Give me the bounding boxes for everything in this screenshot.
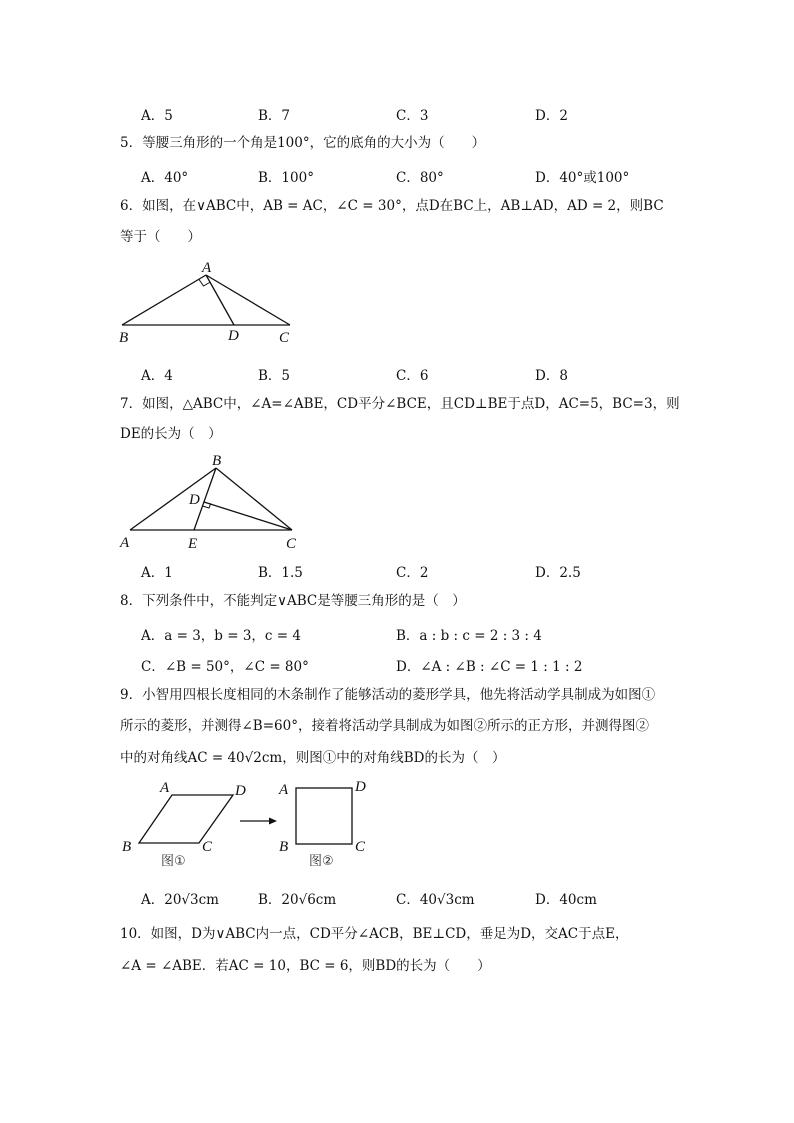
q7-label-d: D [189, 492, 200, 508]
q9-fig2-label-c: C [355, 839, 366, 855]
q6-label-a: A [202, 260, 212, 276]
q7-text-line2: DE的长为（ ） [120, 426, 222, 442]
q8-option-a[interactable]: A．a = 3，b = 3，c = 4 [141, 628, 301, 644]
q7-label-b: B [212, 453, 222, 469]
q9-fig1-label-d: D [235, 783, 246, 799]
q6-label-c: C [279, 330, 290, 346]
q5-option-b[interactable]: B．100° [258, 170, 314, 186]
q5-text: 5．等腰三角形的一个角是100°，它的底角的大小为（ ） [120, 135, 486, 151]
q5-option-d[interactable]: D．40°或100° [535, 170, 630, 186]
q7-option-b[interactable]: B．1.5 [258, 565, 303, 581]
q4-option-d[interactable]: D．2 [535, 108, 568, 124]
q9-fig1-caption: 图① [161, 854, 186, 869]
q6-option-d[interactable]: D．8 [535, 368, 568, 384]
q9-fig1-label-b: B [122, 839, 132, 855]
q7-option-c[interactable]: C．2 [396, 565, 429, 581]
q8-text: 8．下列条件中，不能判定∨ABC是等腰三角形的是（ ） [120, 593, 466, 609]
q4-option-b[interactable]: B．7 [258, 108, 291, 124]
q6-label-b: B [119, 330, 129, 346]
q6-label-d: D [228, 328, 239, 344]
q8-option-b[interactable]: B．a : b : c = 2 : 3 : 4 [396, 628, 542, 644]
q10-text-line1: 10．如图，D为∨ABC内一点，CD平分∠ACB，BE⊥CD，垂足为D，交AC于点E， [120, 926, 629, 942]
q9-option-c[interactable]: C．40√3cm [396, 892, 475, 908]
q9-fig2-label-b: B [279, 839, 289, 855]
q6-option-a[interactable]: A．4 [141, 368, 173, 384]
arrow-right-icon [269, 818, 277, 825]
q7-figure [112, 450, 312, 554]
q9-text-line1: 9．小智用四根长度相同的木条制作了能够活动的菱形学具，他先将活动学具制成为如图① [120, 687, 656, 703]
q6-text-line2: 等于（ ） [120, 229, 201, 245]
q7-label-a: A [120, 535, 130, 551]
q9-option-b[interactable]: B．20√6cm [258, 892, 337, 908]
q9-option-d[interactable]: D．40cm [535, 892, 597, 908]
q7-label-c: C [286, 536, 297, 552]
q9-text-line2: 所示的菱形，并测得∠B=60°，接着将活动学具制成为如图②所示的正方形，并测得图② [120, 718, 649, 734]
q9-fig1-label-c: C [202, 839, 213, 855]
q9-fig2-label-d: D [355, 779, 366, 795]
q5-option-a[interactable]: A．40° [141, 170, 189, 186]
q9-option-a[interactable]: A．20√3cm [141, 892, 219, 908]
q7-option-a[interactable]: A．1 [141, 565, 173, 581]
q8-option-d[interactable]: D．∠A : ∠B : ∠C = 1 : 1 : 2 [396, 659, 583, 675]
q9-text-line3: 中的对角线AC = 40√2cm，则图①中的对角线BD的长为（ ） [120, 750, 506, 766]
q6-text-line1: 6．如图，在∨ABC中，AB = AC，∠C = 30°，点D在BC上，AB⊥AD，AD = 2，则BC [120, 198, 664, 214]
q9-fig2-caption: 图② [309, 854, 334, 869]
q10-text-line2: ∠A = ∠ABE．若AC = 10，BC = 6，则BD的长为（ ） [120, 958, 491, 974]
q7-option-d[interactable]: D．2.5 [535, 565, 581, 581]
q6-option-b[interactable]: B．5 [258, 368, 291, 384]
q8-option-c[interactable]: C．∠B = 50°，∠C = 80° [141, 659, 309, 675]
q9-figure [115, 776, 375, 874]
q7-text-line1: 7．如图，△ABC中，∠A=∠ABE，CD平分∠BCE，且CD⊥BE于点D，AC=5，BC=3，则 [120, 396, 680, 412]
q6-figure [110, 258, 310, 348]
q9-fig1-label-a: A [160, 780, 170, 796]
q4-option-a[interactable]: A．5 [141, 108, 173, 124]
q7-label-e: E [188, 536, 198, 552]
q9-fig2-label-a: A [279, 782, 289, 798]
q6-option-c[interactable]: C．6 [396, 368, 429, 384]
q4-option-c[interactable]: C．3 [396, 108, 429, 124]
q5-option-c[interactable]: C．80° [396, 170, 444, 186]
